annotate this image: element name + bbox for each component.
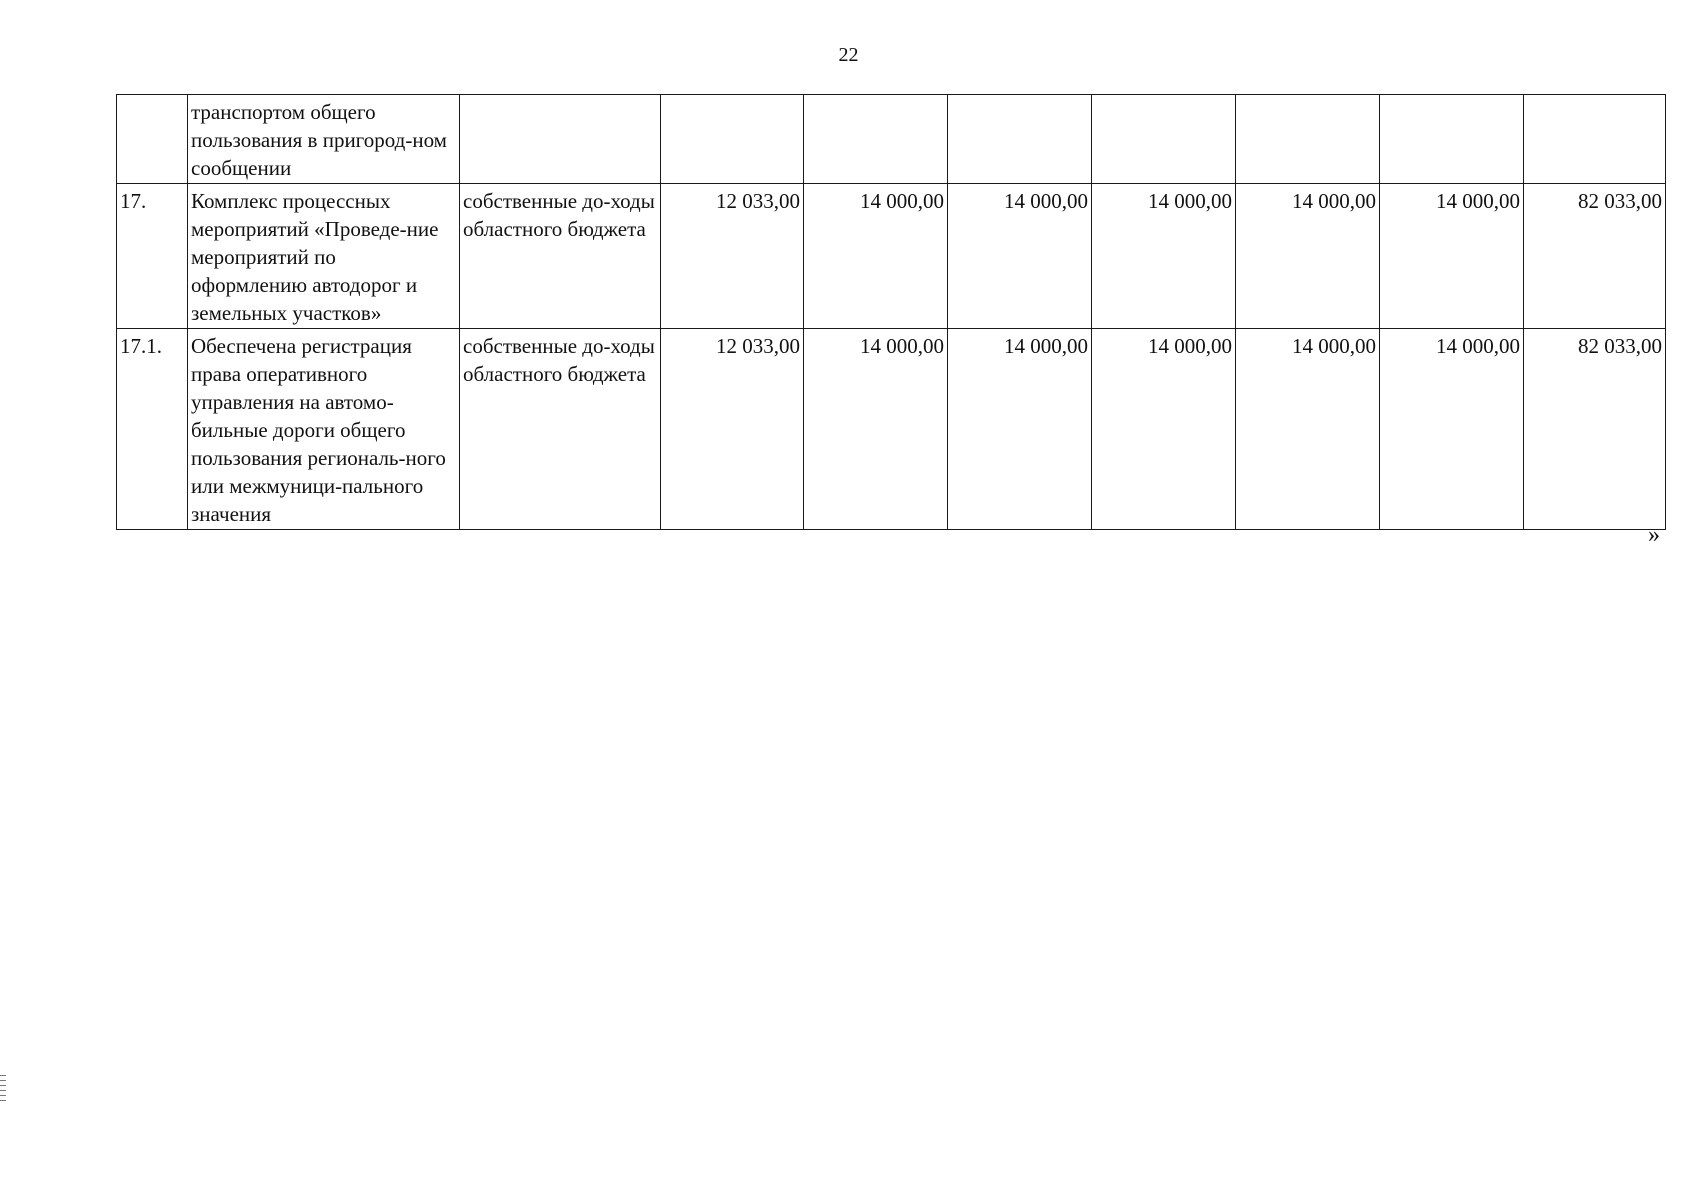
row-source: собственные до-ходы областного бюджета <box>460 329 661 530</box>
row-index: 17.1. <box>117 329 188 530</box>
closing-quote: » <box>1648 522 1660 548</box>
row-source <box>460 95 661 184</box>
value-cell: 14 000,00 <box>1236 184 1380 329</box>
value-cell: 14 000,00 <box>1236 329 1380 530</box>
total-cell: 82 033,00 <box>1524 329 1666 530</box>
total-cell <box>1524 95 1666 184</box>
total-cell: 82 033,00 <box>1524 184 1666 329</box>
row-name: Комплекс процессных мероприятий «Проведе-ние мероприятий по оформлению автодорог и земельных участков» <box>188 184 460 329</box>
table-row <box>117 329 1666 530</box>
table-row <box>117 184 1666 329</box>
value-cell: 14 000,00 <box>948 329 1092 530</box>
value-cell: 14 000,00 <box>948 184 1092 329</box>
row-name: Обеспечена регистрация права оперативного управления на автомо-бильные дороги общего пользования региональ-ного или межмуници-пального значения <box>188 329 460 530</box>
value-cell <box>1092 95 1236 184</box>
budget-table <box>116 94 1666 530</box>
value-cell: 14 000,00 <box>804 184 948 329</box>
value-cell: 14 000,00 <box>1092 184 1236 329</box>
value-cell: 14 000,00 <box>1380 184 1524 329</box>
table-row <box>117 95 1666 184</box>
value-cell: 14 000,00 <box>1092 329 1236 530</box>
value-cell <box>804 95 948 184</box>
value-cell <box>1236 95 1380 184</box>
page-number: 22 <box>838 44 859 66</box>
row-source: собственные до-ходы областного бюджета <box>460 184 661 329</box>
row-index <box>117 95 188 184</box>
value-cell: 14 000,00 <box>1380 329 1524 530</box>
value-cell: 14 000,00 <box>804 329 948 530</box>
scan-edge-mark <box>0 1075 6 1103</box>
value-cell: 12 033,00 <box>661 184 804 329</box>
value-cell <box>948 95 1092 184</box>
row-index: 17. <box>117 184 188 329</box>
value-cell <box>661 95 804 184</box>
value-cell <box>1380 95 1524 184</box>
value-cell: 12 033,00 <box>661 329 804 530</box>
row-name: транспортом общего пользования в пригород-ном сообщении <box>188 95 460 184</box>
